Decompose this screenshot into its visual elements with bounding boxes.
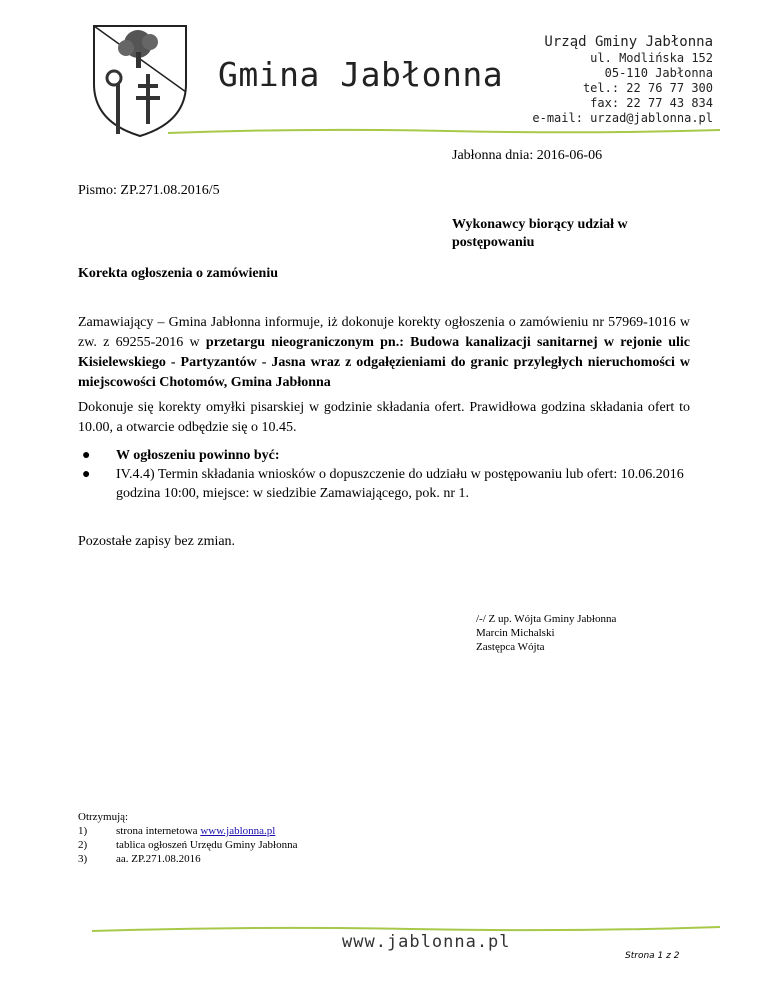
coat-of-arms-icon (90, 22, 190, 140)
office-address-block (532, 33, 713, 126)
list-item-text: W ogłoszeniu powinno być: (116, 448, 280, 463)
bullet-icon: ● (82, 467, 91, 482)
list-item (78, 446, 698, 465)
body-paragraph: Dokonuje się korekty omyłki pisarskiej w godzinie składania ofert. Prawidłowa godzina składania ofert to 10.00, a otwarcie odbędzie się o 10.45. (78, 400, 690, 435)
list-item-text: aa. ZP.271.08.2016 (116, 853, 201, 865)
letter-date: Jabłonna dnia: 2016-06-06 (452, 148, 603, 163)
email-address: e-mail: urzad@jablonna.pl (532, 111, 713, 125)
tender-name: przetargu nieograniczonym pn.: Budowa kanalizacji sanitarnej w rejonie ulic Kisielewskiego - Partyzantów - Jasna wraz z odgałęzieniami do granic przyległych nieruchomości w miejscowości Chotomów, Gmina Jabłonna (78, 335, 691, 390)
letter-subject: Korekta ogłoszenia o zamówieniu (78, 266, 279, 281)
correction-list (78, 446, 698, 503)
list-number: 3) (78, 853, 88, 865)
phone-number: tel.: 22 76 77 300 (582, 81, 713, 95)
recipients-title: Otrzymują: (78, 811, 129, 823)
footer-website: www.jablonna.pl (342, 932, 511, 952)
office-title: Urząd Gminy Jabłonna (544, 34, 713, 50)
recipient-line: postępowaniu (452, 235, 535, 250)
list-item-text: strona internetowa (116, 825, 201, 837)
header-divider (168, 126, 720, 138)
list-number: 1) (78, 825, 88, 837)
paragraph-text: Zamawiający – Gmina Jabłonna informuje, iż dokonuje korekty ogłoszenia o zamówieniu nr 57969-1016 w zw. z 69255-2016 w (78, 315, 690, 350)
page-number: Strona 1 z 2 (625, 951, 680, 961)
list-number: 2) (78, 839, 88, 851)
list-item (78, 838, 297, 852)
recipient-block (452, 216, 692, 252)
body-paragraph (78, 313, 690, 393)
list-item-text: tablica ogłoszeń Urzędu Gminy Jabłonna (116, 839, 298, 851)
address-postal: 05-110 Jabłonna (604, 66, 713, 80)
website-link[interactable]: www.jablonna.pl (200, 825, 276, 837)
signature-line: /-/ Z up. Wójta Gminy Jabłonna (476, 613, 617, 625)
list-item (78, 824, 297, 838)
fax-number: fax: 22 77 43 834 (590, 96, 713, 110)
list-item-text: IV.4.4) Termin składania wniosków o dopuszczenie do udziału w postępowaniu lub ofert: 10.06.2016 godzina 10:00, miejsce: w siedzibie Zamawiającego, pok. nr 1. (116, 467, 684, 501)
signature-block (476, 612, 616, 654)
list-item (78, 852, 297, 866)
recipient-line: Wykonawcy biorący udział w (452, 217, 628, 232)
closing-note: Pozostałe zapisy bez zmian. (78, 534, 236, 549)
signature-name: Marcin Michalski (476, 627, 555, 639)
brand-title: Gmina Jabłonna (218, 55, 504, 94)
list-item (78, 465, 698, 503)
bullet-icon: ● (82, 448, 91, 463)
signature-role: Zastępca Wójta (476, 641, 545, 653)
recipients-list (78, 810, 297, 866)
address-street: ul. Modlińska 152 (590, 51, 713, 65)
reference-number: Pismo: ZP.271.08.2016/5 (78, 183, 220, 198)
